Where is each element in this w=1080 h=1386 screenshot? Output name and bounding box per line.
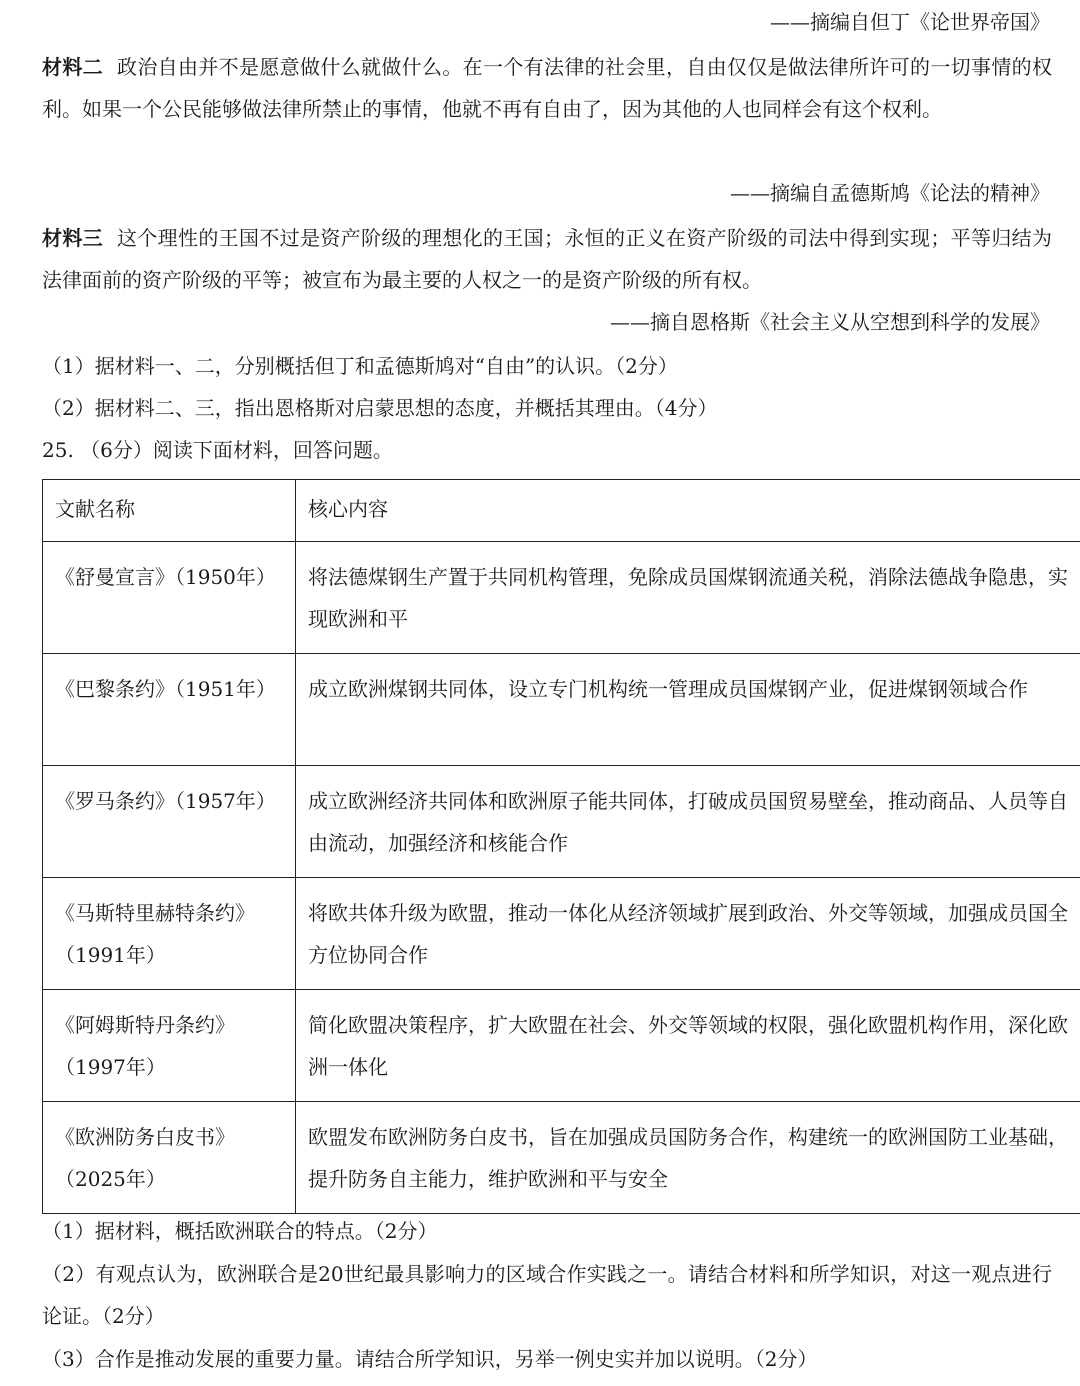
doc-name: 《欧洲防务白皮书》（2025年） (43, 1102, 296, 1214)
doc-content: 欧盟发布欧洲防务白皮书，旨在加强成员国防务合作，构建统一的欧洲国防工业基础，提升防务自主能力，维护欧洲和平与安全 (296, 1102, 1080, 1214)
material-2 (42, 46, 1052, 130)
doc-name: 《罗马条约》（1957年） (43, 766, 296, 878)
doc-name: 《舒曼宣言》（1950年） (43, 542, 296, 654)
material-2-text: 政治自由并不是愿意做什么就做什么。在一个有法律的社会里，自由仅仅是做法律所许可的一切事情的权利。如果一个公民能够做法律所禁止的事情，他就不再有自由了，因为其他的人也同样会有这个权利。 (42, 55, 1052, 121)
table-header-content: 核心内容 (296, 480, 1080, 542)
doc-content: 成立欧洲煤钢共同体，设立专门机构统一管理成员国煤钢产业，促进煤钢领域合作 (296, 654, 1080, 766)
table-header-row (43, 480, 1080, 542)
doc-content: 简化欧盟决策程序，扩大欧盟在社会、外交等领域的权限，强化欧盟机构作用，深化欧洲一体化 (296, 990, 1080, 1102)
doc-name: 《马斯特里赫特条约》（1991年） (43, 878, 296, 990)
doc-content: 将法德煤钢生产置于共同机构管理，免除成员国煤钢流通关税，消除法德战争隐患，实现欧洲和平 (296, 542, 1080, 654)
material-3-text: 这个理性的王国不过是资产阶级的理想化的王国；永恒的正义在资产阶级的司法中得到实现；平等归结为法律面前的资产阶级的平等；被宣布为最主要的人权之一的是资产阶级的所有权。 (42, 226, 1052, 292)
q24-sub2: （2）据材料二、三，指出恩格斯对启蒙思想的态度，并概括其理由。（4分） (42, 396, 718, 420)
table-row (43, 990, 1080, 1102)
material-3 (42, 217, 1052, 301)
source-engels: ——摘自恩格斯《社会主义从空想到科学的发展》 (610, 310, 1050, 334)
material-3-label: 材料三 (42, 226, 103, 250)
table-row (43, 766, 1080, 878)
q25-sub3: （3）合作是推动发展的重要力量。请结合所学知识，另举一例史实并加以说明。（2分） (42, 1347, 818, 1371)
doc-name: 《阿姆斯特丹条约》（1997年） (43, 990, 296, 1102)
doc-content: 将欧共体升级为欧盟，推动一体化从经济领域扩展到政治、外交等领域，加强成员国全方位协同合作 (296, 878, 1080, 990)
doc-content: 成立欧洲经济共同体和欧洲原子能共同体，打破成员国贸易壁垒，推动商品、人员等自由流动，加强经济和核能合作 (296, 766, 1080, 878)
table-row (43, 878, 1080, 990)
q25-sub2: （2）有观点认为，欧洲联合是20世纪最具影响力的区域合作实践之一。请结合材料和所学知识，对这一观点进行论证。（2分） (42, 1262, 1052, 1328)
material-2-label: 材料二 (42, 55, 103, 79)
q24-sub1: （1）据材料一、二，分别概括但丁和孟德斯鸠对“自由”的认识。（2分） (42, 354, 678, 378)
treaty-table (42, 479, 1080, 1214)
q25-sub1: （1）据材料，概括欧洲联合的特点。（2分） (42, 1219, 438, 1243)
source-dante: ——摘编自但丁《论世界帝国》 (770, 10, 1050, 34)
table-row (43, 1102, 1080, 1214)
table-row (43, 654, 1080, 766)
table-header-name: 文献名称 (43, 480, 296, 542)
source-montesquieu: ——摘编自孟德斯鸠《论法的精神》 (730, 181, 1050, 205)
q25-heading: 25. （6分）阅读下面材料，回答问题。 (42, 438, 393, 462)
table-row (43, 542, 1080, 654)
doc-name: 《巴黎条约》（1951年） (43, 654, 296, 766)
